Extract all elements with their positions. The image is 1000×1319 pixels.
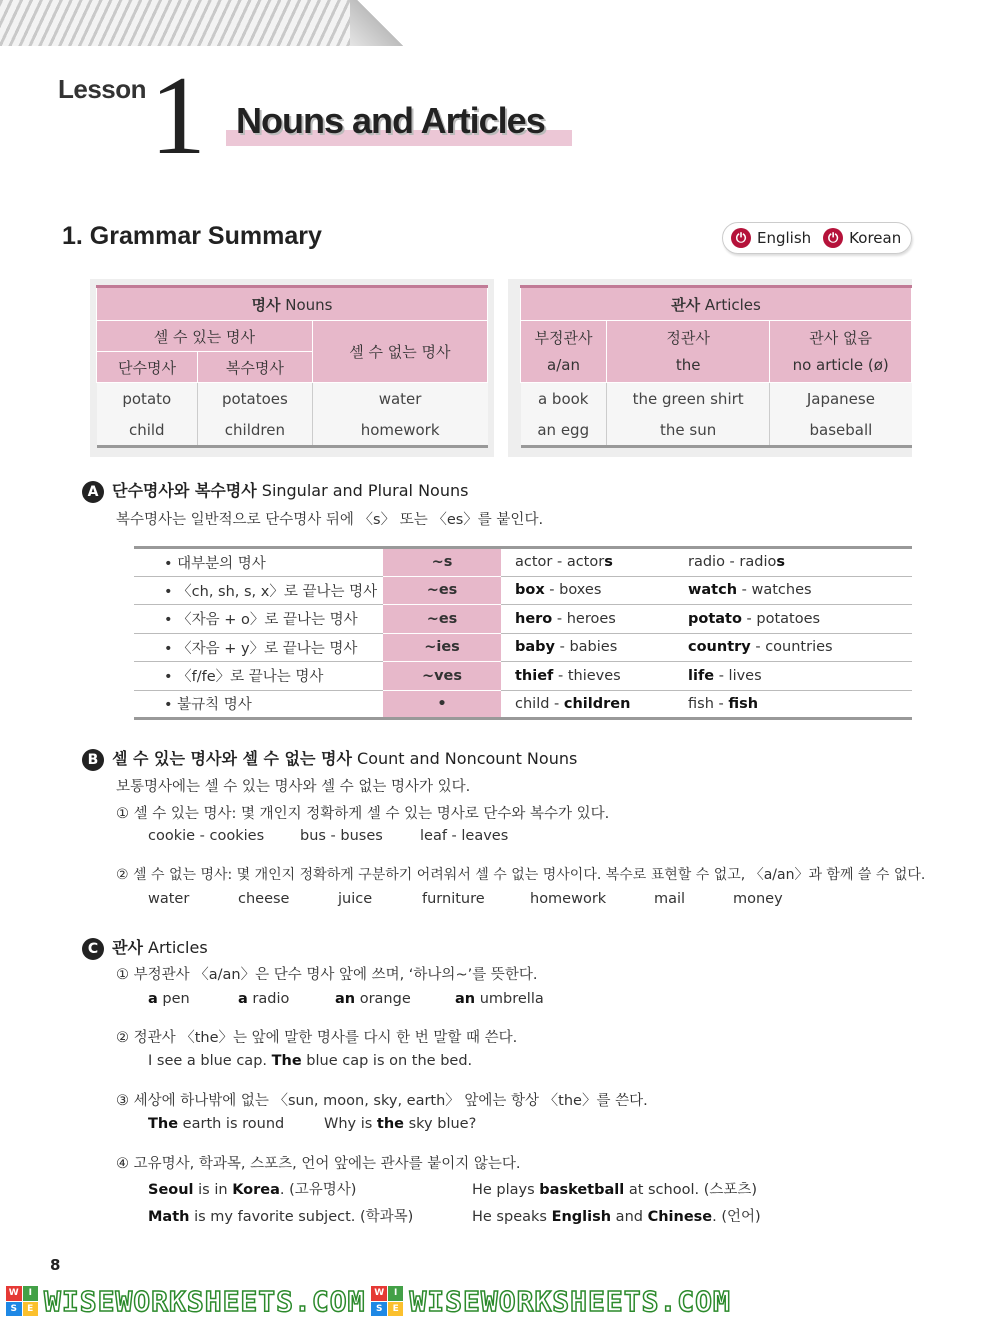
korean-audio-button[interactable] bbox=[823, 228, 901, 248]
countable-header: 셀 수 있는 명사 bbox=[97, 321, 313, 352]
noncount-example: homework bbox=[530, 891, 607, 907]
example-cell: child - children bbox=[501, 690, 674, 719]
section-b-point-2: ② 셀 수 없는 명사: 몇 개인지 정확하게 구분하기 어려워서 셀 수 없는 명사이다. 복수로 표현할 수 없고, 〈a/an〉과 함께 쓸 수 없다. bbox=[116, 867, 926, 883]
page-number: 8 bbox=[50, 1256, 61, 1274]
section-c-point-4: ④ 고유명사, 학과목, 스포츠, 언어 앞에는 관사를 붙이지 않는다. bbox=[116, 1156, 521, 1172]
table-cell: children bbox=[198, 415, 313, 447]
rule-cell: • 〈f/fe〉로 끝나는 명사 bbox=[134, 662, 383, 691]
section-c-point-2: ② 정관사 〈the〉는 앞에 말한 명사를 다시 한 번 말할 때 쓴다. bbox=[116, 1030, 518, 1046]
section-b-point-1: ① 셀 수 있는 명사: 몇 개인지 정확하게 셀 수 있는 명사로 단수와 복수가 있다. bbox=[116, 806, 610, 822]
example-cell: thief - thieves bbox=[501, 662, 674, 691]
watermark-logo-icon: W I S E bbox=[371, 1286, 403, 1316]
table-row bbox=[97, 415, 488, 447]
example-cell: actor - actors bbox=[501, 548, 674, 577]
rule-cell: • 불규칙 명사 bbox=[134, 690, 383, 719]
articles-header: 관사 Articles bbox=[521, 287, 912, 321]
definite-article-example: I see a blue cap. The blue cap is on the bed. bbox=[148, 1053, 473, 1069]
example-cell: fish - fish bbox=[674, 690, 912, 719]
table-cell: potato bbox=[97, 383, 198, 415]
rule-cell: • 대부분의 명사 bbox=[134, 548, 383, 577]
example-cell: hero - heroes bbox=[501, 605, 674, 634]
table-row bbox=[134, 576, 912, 605]
table-cell: Japanese bbox=[770, 383, 912, 415]
articles-table bbox=[520, 285, 912, 448]
example-cell: watch - watches bbox=[674, 576, 912, 605]
table-row bbox=[134, 605, 912, 634]
table-cell: homework bbox=[312, 415, 487, 447]
noncount-example: juice bbox=[338, 891, 373, 907]
no-article-example: He speaks English and Chinese. (언어) bbox=[472, 1209, 761, 1225]
section-a-heading: A 단수명사와 복수명사 Singular and Plural Nouns bbox=[82, 478, 468, 503]
nouns-header: 명사 Nouns bbox=[97, 287, 488, 321]
unique-noun-example: Why is the sky blue? bbox=[324, 1116, 477, 1132]
table-cell: child bbox=[97, 415, 198, 447]
language-toggle bbox=[722, 222, 912, 254]
noncount-example: water bbox=[148, 891, 190, 907]
noncount-example: cheese bbox=[238, 891, 290, 907]
section-c-point-1: ① 부정관사 〈a/an〉은 단수 명사 앞에 쓰며, ‘하나의~’를 뜻한다. bbox=[116, 967, 538, 983]
corner-decoration bbox=[0, 0, 410, 46]
english-label: English bbox=[757, 229, 812, 247]
example-cell: box - boxes bbox=[501, 576, 674, 605]
power-icon: ⏻ bbox=[731, 228, 751, 248]
lesson-label: Lesson bbox=[58, 74, 147, 104]
unique-noun-example: The earth is round bbox=[148, 1116, 285, 1132]
count-example: cookie - cookies bbox=[148, 828, 265, 844]
watermark-logo-icon: W I S E bbox=[6, 1286, 38, 1316]
lesson-number: 1 bbox=[150, 54, 206, 178]
watermark-text: WISEWORKSHEETS.COM bbox=[409, 1284, 731, 1318]
article-example: a radio bbox=[238, 991, 290, 1007]
section-b-badge: B bbox=[82, 749, 104, 771]
english-audio-button[interactable] bbox=[731, 228, 811, 248]
watermark-text: WISEWORKSHEETS.COM bbox=[44, 1284, 366, 1318]
table-row bbox=[97, 383, 488, 415]
table-cell: water bbox=[312, 383, 487, 415]
lesson-title: Nouns and Articles bbox=[236, 100, 545, 141]
section-b-description: 보통명사에는 셀 수 있는 명사와 셀 수 없는 명사가 있다. bbox=[116, 779, 471, 795]
section-a-badge: A bbox=[82, 481, 104, 503]
suffix-cell: ~ies bbox=[383, 633, 501, 662]
rule-cell: • 〈자음 + y〉로 끝나는 명사 bbox=[134, 633, 383, 662]
example-cell: country - countries bbox=[674, 633, 912, 662]
suffix-cell: ~s bbox=[383, 548, 501, 577]
example-cell: life - lives bbox=[674, 662, 912, 691]
suffix-cell: • bbox=[383, 690, 501, 719]
article-example: a pen bbox=[148, 991, 190, 1007]
noncount-example: money bbox=[733, 891, 783, 907]
section-title: 1. Grammar Summary bbox=[62, 222, 322, 250]
no-article-example: Math is my favorite subject. (학과목) bbox=[148, 1209, 414, 1225]
indefinite-header: 부정관사 a/an bbox=[521, 321, 607, 383]
korean-label: Korean bbox=[849, 229, 902, 247]
table-cell: the green shirt bbox=[606, 383, 769, 415]
power-icon: ⏻ bbox=[823, 228, 843, 248]
example-cell: baby - babies bbox=[501, 633, 674, 662]
table-cell: a book bbox=[521, 383, 607, 415]
plural-header: 복수명사 bbox=[198, 352, 313, 383]
no-article-header: 관사 없음 no article (ø) bbox=[770, 321, 912, 383]
singular-header: 단수명사 bbox=[97, 352, 198, 383]
section-a-description: 복수명사는 일반적으로 단수명사 뒤에 〈s〉 또는 〈es〉를 붙인다. bbox=[116, 512, 544, 528]
table-cell: baseball bbox=[770, 415, 912, 447]
rule-cell: • 〈자음 + o〉로 끝나는 명사 bbox=[134, 605, 383, 634]
section-b-heading: B 셀 수 있는 명사와 셀 수 없는 명사 Count and Noncount Nouns bbox=[82, 746, 577, 771]
section-c-badge: C bbox=[82, 938, 104, 960]
noncount-example: mail bbox=[654, 891, 686, 907]
table-row bbox=[134, 690, 912, 719]
table-cell: the sun bbox=[606, 415, 769, 447]
article-example: an orange bbox=[335, 991, 411, 1007]
rule-cell: • 〈ch, sh, s, x〉로 끝나는 명사 bbox=[134, 576, 383, 605]
suffix-cell: ~es bbox=[383, 576, 501, 605]
count-example: leaf - leaves bbox=[420, 828, 509, 844]
example-cell: potato - potatoes bbox=[674, 605, 912, 634]
suffix-cell: ~es bbox=[383, 605, 501, 634]
table-row bbox=[134, 633, 912, 662]
section-c-point-3: ③ 세상에 하나밖에 없는 〈sun, moon, sky, earth〉 앞에는 항상 〈the〉를 쓴다. bbox=[116, 1093, 648, 1109]
count-example: bus - buses bbox=[300, 828, 383, 844]
table-row bbox=[134, 548, 912, 577]
noncount-example: furniture bbox=[422, 891, 485, 907]
article-example: an umbrella bbox=[455, 991, 544, 1007]
uncountable-header: 셀 수 없는 명사 bbox=[312, 321, 487, 383]
table-row bbox=[521, 383, 912, 415]
watermark-banner bbox=[0, 1284, 1000, 1318]
suffix-cell: ~ves bbox=[383, 662, 501, 691]
table-cell: potatoes bbox=[198, 383, 313, 415]
no-article-example: He plays basketball at school. (스포츠) bbox=[472, 1182, 758, 1198]
no-article-example: Seoul is in Korea. (고유명사) bbox=[148, 1182, 357, 1198]
section-c-heading: C 관사 Articles bbox=[82, 935, 208, 960]
table-row bbox=[521, 415, 912, 447]
nouns-table bbox=[96, 285, 488, 448]
table-row bbox=[134, 662, 912, 691]
definite-header: 정관사 the bbox=[606, 321, 769, 383]
example-cell: radio - radios bbox=[674, 548, 912, 577]
table-cell: an egg bbox=[521, 415, 607, 447]
plural-rules-table bbox=[134, 546, 912, 720]
